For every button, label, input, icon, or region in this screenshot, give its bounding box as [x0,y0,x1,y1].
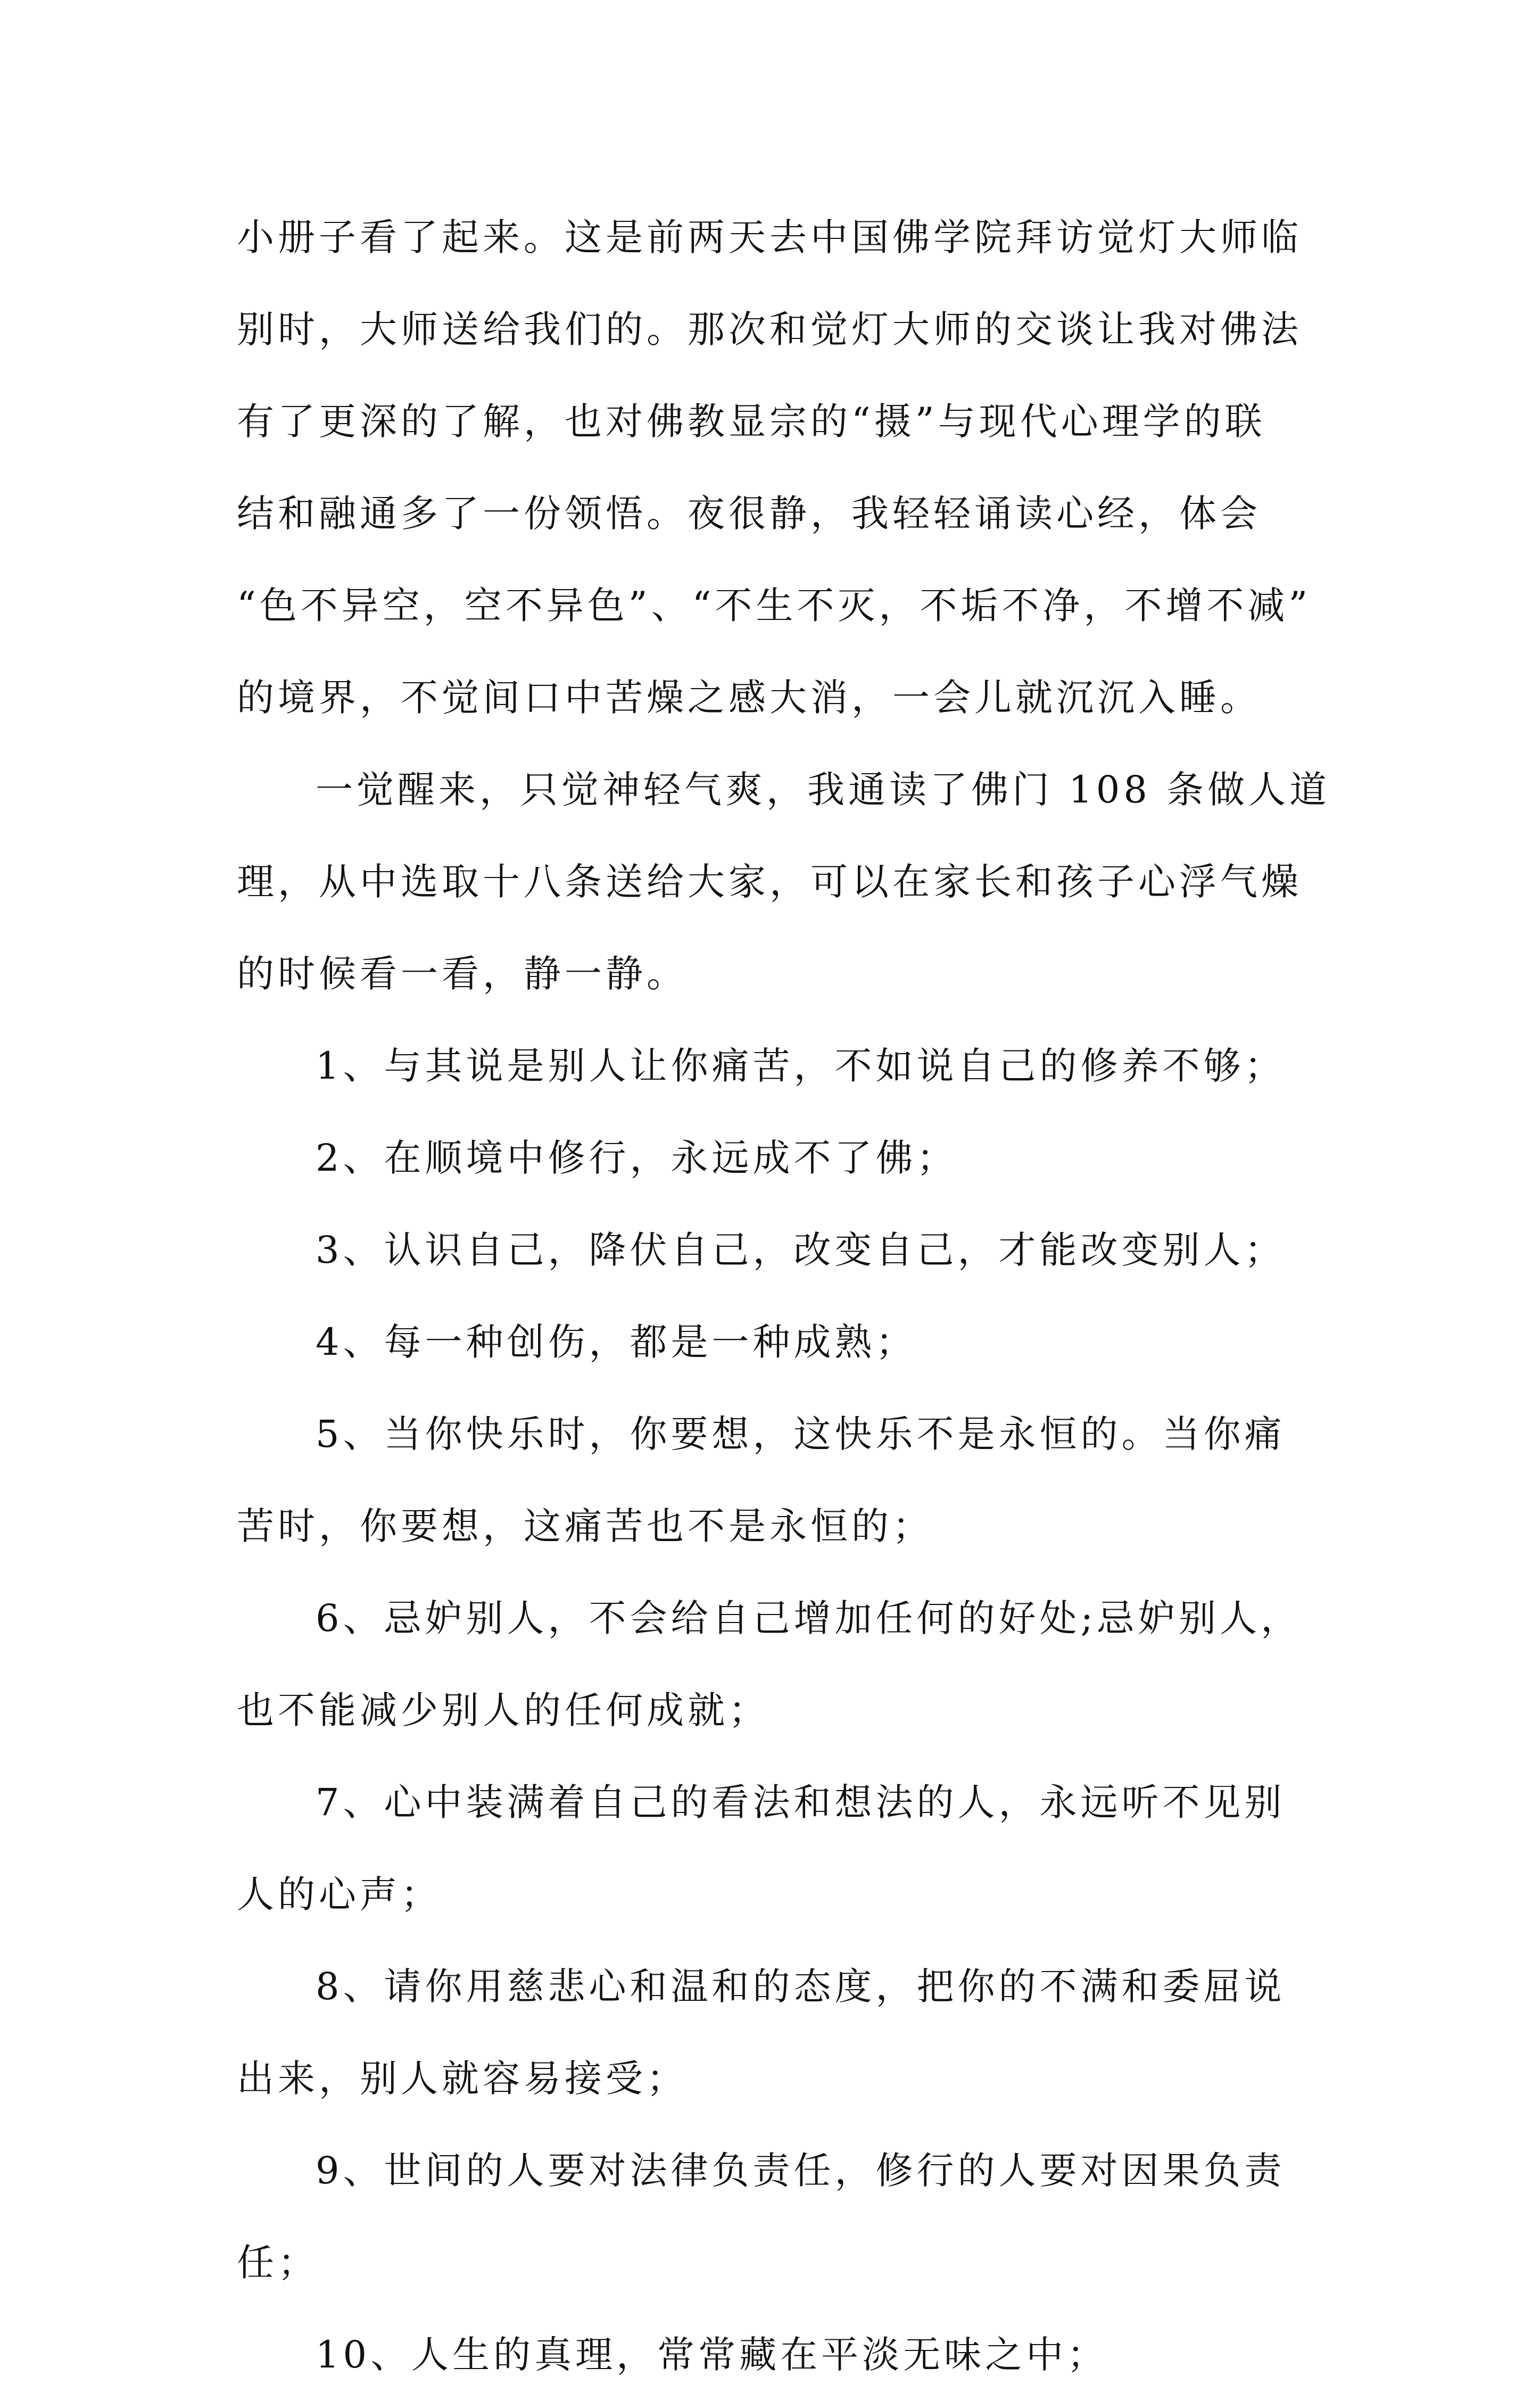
list-item-4 [237,1296,1306,1388]
text-line: 9、世间的人要对法律负责任，修行的人要对因果负责 [316,2149,1286,2192]
text-line: 4、每一种创伤，都是一种成熟； [316,1320,917,1364]
text-line: 1、与其说是别人让你痛苦，不如说自己的修养不够； [316,1044,1286,1088]
text-line: 别时，大师送给我们的。那次和觉灯大师的交谈让我对佛法 [237,308,1302,351]
paragraph-intro [237,192,1312,744]
text-line: 任； [237,2241,319,2284]
list-item-5 [237,1388,1306,1572]
text-line: 也不能减少别人的任何成就； [237,1688,769,1732]
text-line: 一觉醒来，只觉神轻气爽，我通读了佛门 108 条做人道 [316,768,1331,812]
list-item-3 [237,1204,1306,1296]
text-line: 10、人生的真理，常常藏在平淡无味之中； [316,2333,1108,2377]
list-item-1 [237,1020,1306,1112]
text-line: 8、请你用慈悲心和温和的态度，把你的不满和委屈说 [316,1965,1286,2008]
text-line: 5、当你快乐时，你要想，这快乐不是永恒的。当你痛 [316,1412,1286,1456]
text-line: 理，从中选取十八条送给大家，可以在家长和孩子心浮气燥 [237,860,1302,904]
text-line: 出来，别人就容易接受； [237,2057,688,2100]
text-line: 结和融通多了一份领悟。夜很静，我轻轻诵读心经，体会 [237,492,1261,535]
list-item-2 [237,1112,1306,1204]
text-line: 7、心中装满着自己的看法和想法的人，永远听不见别 [316,1781,1286,1824]
paragraph-awakening [237,744,1331,1020]
text-line: 的境界，不觉间口中苦燥之感大消，一会儿就沉沉入睡。 [237,676,1261,719]
text-line: 苦时，你要想，这痛苦也不是永恒的； [237,1504,933,1548]
text-line: 的时候看一看，静一静。 [237,952,688,996]
document-body [237,192,1331,2401]
text-line: “色不异空，空不异色”、“不生不灭，不垢不净，不增不减” [237,584,1312,627]
text-line: 2、在顺境中修行，永远成不了佛； [316,1136,958,1180]
list-item-7 [237,1757,1306,1941]
list-item-9 [237,2125,1306,2309]
text-line: 6、忌妒别人，不会给自己增加任何的好处;忌妒别人， [316,1596,1302,1640]
text-line: 人的心声； [237,1873,442,1916]
list-item-6 [237,1572,1306,1757]
text-line: 小册子看了起来。这是前两天去中国佛学院拜访觉灯大师临 [237,216,1302,259]
text-line: 3、认识自己，降伏自己，改变自己，才能改变别人； [316,1228,1286,1272]
list-item-10 [237,2309,1306,2401]
list-item-8 [237,1941,1306,2125]
text-line: 有了更深的了解，也对佛教显宗的“摄”与现代心理学的联 [237,400,1266,443]
